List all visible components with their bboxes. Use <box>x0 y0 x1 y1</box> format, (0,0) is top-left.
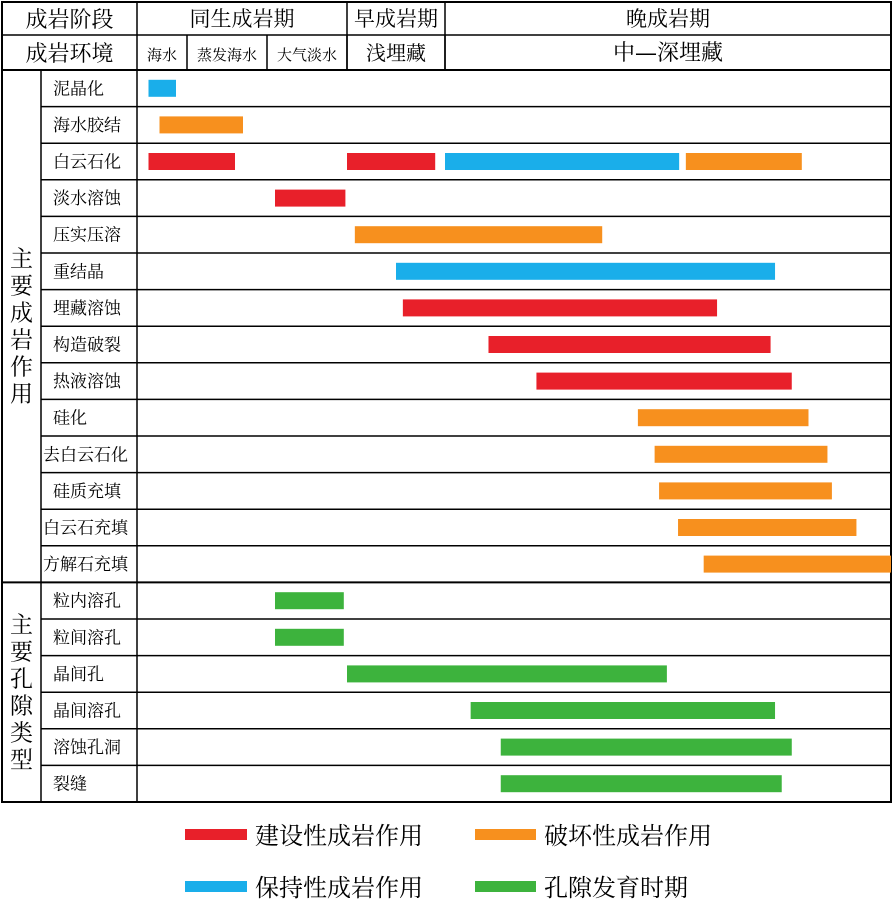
row-label: 粒内溶孔 <box>53 591 121 612</box>
bar-constructive <box>536 373 791 390</box>
row-label: 淡水溶蚀 <box>53 189 121 210</box>
row-label: 压实压溶 <box>53 225 121 246</box>
group-label-pores: 孔 <box>10 666 33 693</box>
row-label: 晶间孔 <box>53 664 104 685</box>
row-label: 构造破裂 <box>53 335 121 356</box>
legend-swatch-pore <box>475 881 536 892</box>
row-label: 裂缝 <box>53 774 87 795</box>
row-label: 海水胶结 <box>53 115 121 136</box>
group-label-diagenesis: 要 <box>10 273 33 300</box>
bar-constructive <box>149 153 236 170</box>
group-label-pores: 类 <box>10 720 33 747</box>
bar-pore <box>501 775 782 792</box>
bar-constructive <box>488 336 770 353</box>
row-label: 硅化 <box>53 408 87 429</box>
row-label: 硅质充填 <box>53 481 121 502</box>
bar-pore <box>501 739 792 756</box>
group-label-pores: 要 <box>10 639 33 666</box>
group-label-diagenesis: 成 <box>10 300 33 327</box>
legend-label-constructive: 建设性成岩作用 <box>255 822 423 850</box>
environment-name: 浅埋藏 <box>366 41 426 65</box>
group-label-pores: 型 <box>10 747 33 774</box>
group-label-diagenesis: 岩 <box>10 327 33 354</box>
row-label: 泥晶化 <box>53 79 104 100</box>
bar-preserving <box>149 80 177 97</box>
legend-label-preserving: 保持性成岩作用 <box>255 874 423 902</box>
row-label: 方解石充填 <box>43 555 128 576</box>
bar-preserving <box>445 153 679 170</box>
environment-name: 中—深埋藏 <box>612 41 724 66</box>
bar-constructive <box>275 190 345 207</box>
legend-label-destructive: 破坏性成岩作用 <box>544 822 712 850</box>
environment-name: 蒸发海水 <box>196 46 258 64</box>
row-label: 去白云石化 <box>43 445 128 466</box>
bar-constructive <box>403 299 717 316</box>
bar-constructive <box>347 153 435 170</box>
group-label-diagenesis: 作 <box>10 354 33 381</box>
group-label-diagenesis: 用 <box>10 381 33 408</box>
bar-pore <box>275 629 344 646</box>
bar-preserving <box>396 263 775 280</box>
bar-destructive <box>659 482 832 499</box>
group-label-diagenesis: 主 <box>10 246 33 273</box>
bar-destructive <box>678 519 856 536</box>
legend-swatch-destructive <box>475 829 536 840</box>
row-label: 白云石化 <box>53 152 121 173</box>
row-label: 粒间溶孔 <box>53 628 121 649</box>
row-label: 重结晶 <box>53 262 104 283</box>
bar-destructive <box>704 556 891 573</box>
legend-swatch-constructive <box>185 829 247 840</box>
bar-destructive <box>655 446 828 463</box>
bar-pore <box>275 592 344 609</box>
row-label: 埋藏溶蚀 <box>53 298 121 319</box>
bar-destructive <box>160 116 244 133</box>
legend-label-pore: 孔隙发育时期 <box>544 874 688 902</box>
row-label: 溶蚀孔洞 <box>53 738 121 759</box>
legend-swatch-preserving <box>185 881 247 892</box>
bar-destructive <box>638 409 809 426</box>
environment-name: 大气淡水 <box>276 46 338 64</box>
stage-name: 同生成岩期 <box>189 7 295 31</box>
stage-name: 晚成岩期 <box>626 7 710 31</box>
row-label: 晶间溶孔 <box>53 701 121 722</box>
group-label-pores: 隙 <box>10 693 33 720</box>
env-header-label: 成岩环境 <box>25 42 114 67</box>
group-label-pores: 主 <box>10 612 33 639</box>
bar-destructive <box>355 226 602 243</box>
bar-destructive <box>686 153 802 170</box>
row-label: 热液溶蚀 <box>53 372 121 393</box>
environment-name: 海水 <box>146 46 178 64</box>
bar-pore <box>347 665 667 682</box>
stage-name: 早成岩期 <box>354 7 438 31</box>
row-label: 白云石充填 <box>43 518 128 539</box>
stage-header-label: 成岩阶段 <box>25 8 114 33</box>
bar-pore <box>471 702 775 719</box>
